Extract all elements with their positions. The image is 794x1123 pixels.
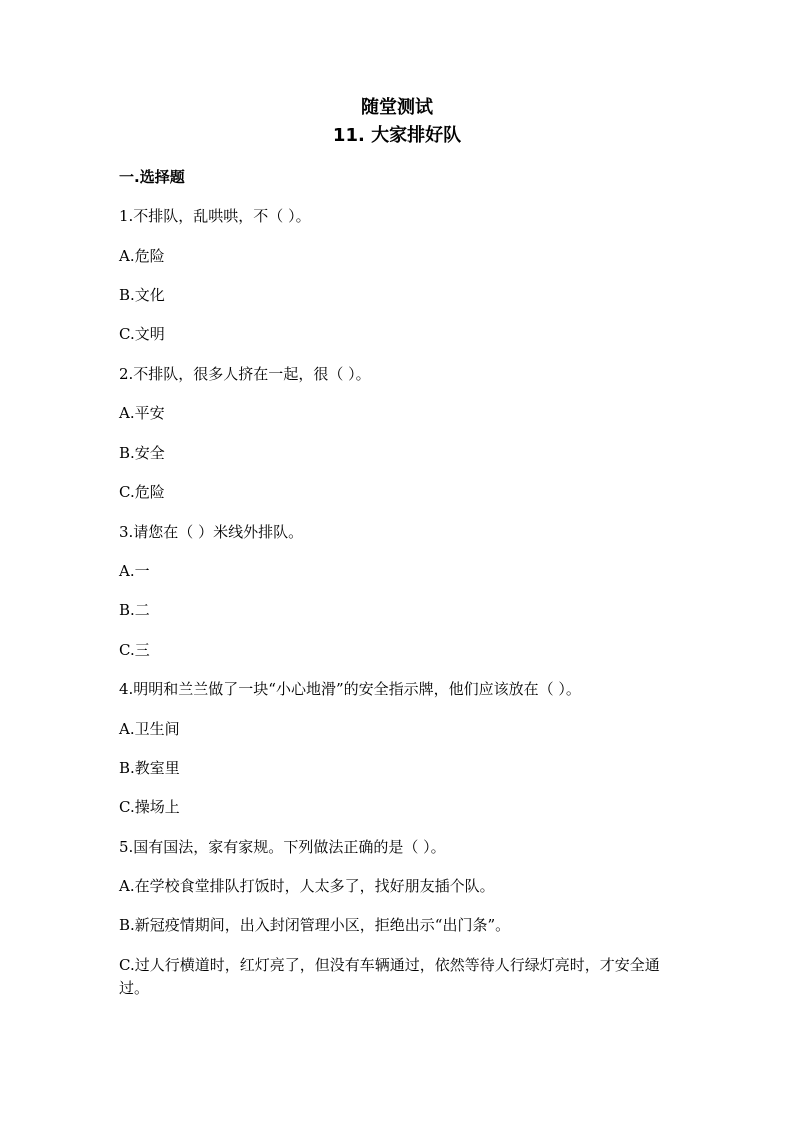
question-5-option-b: B.新冠疫情期间，出入封闭管理小区，拒绝出示“出门条”。 xyxy=(119,916,511,934)
question-1-option-b: B.文化 xyxy=(119,286,165,304)
question-5-option-c: C.过人行横道时，红灯亮了，但没有车辆通过，依然等待人行绿灯亮时，才安全通过。 xyxy=(119,956,660,997)
question-4-option-a: A.卫生间 xyxy=(119,720,180,738)
question-2-option-b: B.安全 xyxy=(119,444,165,462)
question-3-option-a: A.一 xyxy=(119,562,150,580)
question-2-stem: 2.不排队，很多人挤在一起，很（ ）。 xyxy=(119,365,371,383)
lesson-title: 11. 大家排好队 xyxy=(332,125,462,146)
question-4-option-c: C.操场上 xyxy=(119,798,180,816)
section-heading: 一.选择题 xyxy=(119,168,185,186)
question-1-option-a: A.危险 xyxy=(119,247,165,265)
question-3-stem: 3.请您在（ ）米线外排队。 xyxy=(119,523,304,541)
question-4-option-b: B.教室里 xyxy=(119,759,180,777)
question-1-stem: 1.不排队，乱哄哄，不（ ）。 xyxy=(119,207,311,225)
question-1-option-c: C.文明 xyxy=(119,325,165,343)
question-5-option-a: A.在学校食堂排队打饭时，人太多了，找好朋友插个队。 xyxy=(119,877,495,895)
question-5-stem: 5.国有国法，家有家规。下列做法正确的是（ ）。 xyxy=(119,838,446,856)
question-2-option-a: A.平安 xyxy=(119,404,165,422)
question-3-option-b: B.二 xyxy=(119,601,150,619)
question-3-option-c: C.三 xyxy=(119,641,150,659)
question-4-stem: 4.明明和兰兰做了一块“小心地滑”的安全指示牌，他们应该放在（ ）。 xyxy=(119,680,581,698)
page-title: 随堂测试 xyxy=(361,97,433,118)
question-2-option-c: C.危险 xyxy=(119,483,165,501)
